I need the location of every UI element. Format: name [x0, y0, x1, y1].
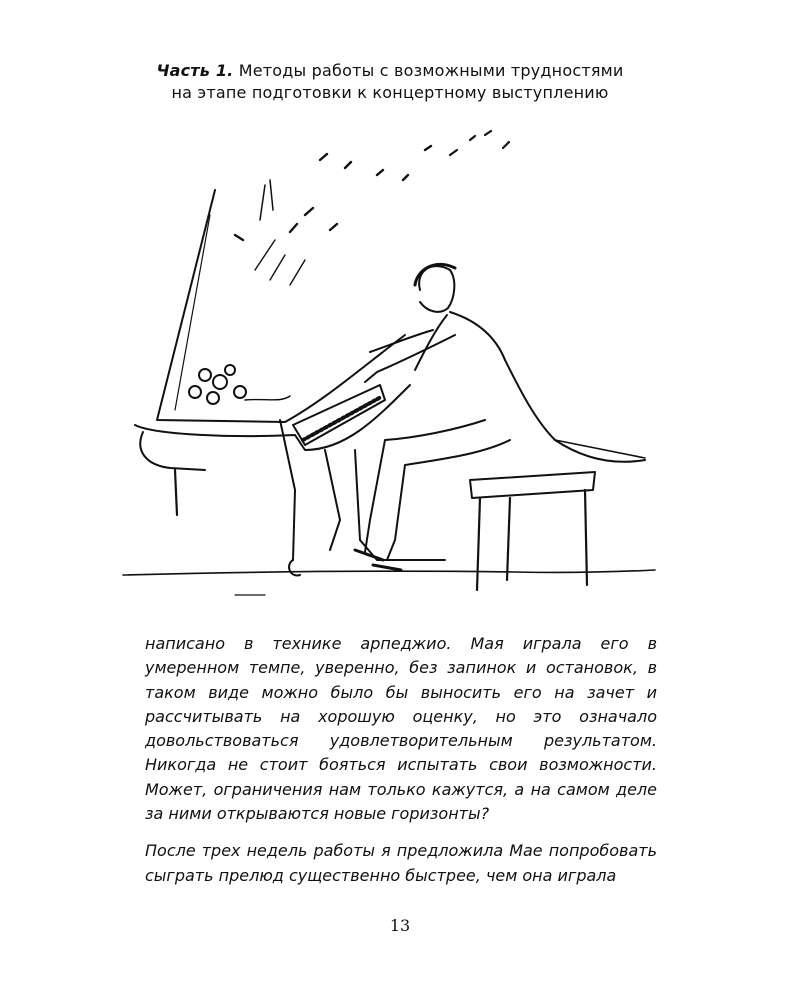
pianist-at-grand-piano-icon	[115, 120, 660, 615]
page-number: 13	[389, 916, 411, 935]
running-header	[100, 60, 680, 104]
paragraph-1: написано в технике арпеджио. Мая играла его в умеренном темпе, уверенно, без запинок и остановок, в таком виде можно было бы выносить его на зачет и рассчитывать на хорошую оценку, но это означало довольствоваться удовлетворительным результатом. Никогда не стоит бояться испытать свои возможности. Может, ограничения нам только кажутся, а на самом деле за ними открываются новые горизонты?	[145, 634, 657, 824]
header-line-1	[100, 60, 680, 82]
header-title-line-2: на этапе подготовки к концертному выступлению	[171, 83, 609, 102]
pianist-illustration	[115, 120, 660, 615]
header-title-line-1: Методы работы с возможными трудностями	[238, 61, 624, 80]
body-text	[145, 632, 657, 888]
part-label: Часть 1.	[156, 61, 234, 80]
paragraph-2: После трех недель работы я предложила Мае попробовать сыграть прелюд существенно быстрее, чем она играла	[145, 841, 657, 885]
